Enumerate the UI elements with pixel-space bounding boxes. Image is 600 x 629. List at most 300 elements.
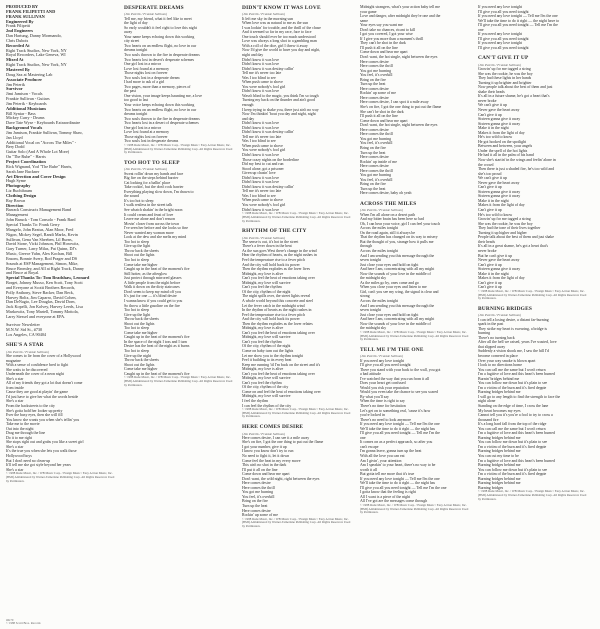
lyric-line: And I am sending you this message through the (360, 253, 435, 258)
song-title: BURNING BRIDGES (478, 305, 533, 312)
lyric-line: Throw back the sheets (124, 248, 159, 253)
lyric-line: Can't give it up (478, 285, 502, 290)
credit-line: Guitar Solo (And A Whole Lot More) (6, 150, 70, 155)
lyric-line: Shoot out the lights (124, 253, 155, 258)
lyric-line: When push came to shove (242, 198, 283, 203)
lyric-line: Now I'm thinkin' 'bout you day and night, night (242, 112, 316, 117)
lyric-line: Girl, can't you see my wing, the signal is clear and (360, 289, 439, 294)
lyric-line: Didn't know it was love (242, 89, 280, 94)
lyric-line: We'll take the time to do it right — the night has (360, 426, 436, 431)
lyric-line: Make it in the night (478, 126, 509, 131)
credit-line: Frank Filipetti (6, 24, 31, 29)
lyric-line: Come feel the heat in my every move (242, 458, 301, 463)
lyric-line: Midnight, my love is alive (242, 271, 284, 276)
lyric-line: Too hot to sleep (124, 308, 149, 313)
lyric-line: Too hot to sleep (124, 258, 149, 263)
lyric-line: You feel, it's overkill (242, 494, 275, 499)
lyric-line: Can't you feel the heat of emotions taking over (242, 330, 315, 335)
lyric-line: Didn't know it was destiny callin' (242, 184, 294, 189)
lyric-line: through (360, 244, 373, 249)
lyric-line: He's too wild to know (478, 135, 513, 140)
lyric-line: Come down and hear me apart (360, 50, 408, 55)
credit-line: Polly Anthony, Steve Backer, Dan Beck, (6, 290, 74, 295)
lyric-line: Here comes the thrill (360, 168, 393, 173)
lyric-line: the light of day (124, 21, 148, 26)
song-desperate-dreams (124, 5, 236, 155)
lyric-line: Let me show you to the rhythm tonight (242, 353, 303, 358)
lyric-line: Can't you feel the heat of emotions taking over (242, 276, 315, 281)
lyric-line: Here comes desire (360, 86, 389, 91)
lyric-line: Rockin' up inside of me (360, 159, 398, 164)
song-copyright: © 1988 Rude Music, Inc. / WB Music Corp. / Ensign Music / Easy Action Music, Inc. (BMI) Administered by Warner-Tamerlane Publishing Corp. All Rights Reserved. Used by Permission. (242, 407, 351, 419)
credit-heading: FRANK SULLIVAN (6, 14, 45, 19)
credit-heading: PRODUCED BY (6, 5, 39, 9)
lyric-line: I'll give you all you need tonight (478, 45, 529, 50)
lyric-line: Wasn't blind to the magic, you think I'm so tough (242, 93, 319, 98)
lyric-line: I had more to ask of a girl (124, 80, 165, 85)
lyric-line: Suddenly a vision shook me, I saw the hill I'd (478, 349, 549, 354)
lyric-line: They strike my heart is swearing, a bridge is (478, 326, 548, 331)
lyric-line: But the thought of you, strange how it pulls me (360, 239, 434, 244)
song-title: TOO HOT TO SLEEP (124, 160, 180, 167)
lyric-line: never broke (478, 98, 497, 103)
lyric-line: When you close your eyes and listen to me (360, 285, 427, 290)
lyric-line: Bring on the fire (360, 77, 386, 82)
lyric-line: If you need any love tonight — Tell me I'm the one (478, 14, 558, 19)
credit-line: Survivor Newsletter (6, 322, 40, 327)
lyric-line: Stood alone, got a prisoner (242, 166, 284, 171)
lyric-line: Tell me it's never too late (242, 189, 282, 194)
lyric-line: from inside (6, 385, 24, 390)
lyric-line: Ever the busy eyes, then she will fill (6, 413, 63, 418)
lyric-line: When the time is right to say (360, 399, 405, 404)
lyric-line: A little people from the night before (124, 280, 181, 285)
lyric-line: Sixteen gonna give it away (478, 194, 521, 199)
lyric-line: Given up chasin' love (242, 171, 276, 176)
lyric-line: Now the sounds of your love in the middle of (360, 271, 431, 276)
lyric-line: And it seemed so far in my race, face to face (242, 30, 312, 35)
lyric-line: Take me to the movie (6, 422, 40, 427)
lyric-line: Standing on the edge of time, I cross the lane (478, 403, 549, 408)
lyric-line: Makes it from the light of day (478, 130, 525, 135)
song-title: HERE COMES DESIRE (242, 424, 304, 431)
lyric-line: Bring on the fire (242, 499, 268, 504)
song-writers: (Jim Peterik / Frankie Sullivan) (124, 167, 168, 172)
lyric-line: she's too proud (478, 171, 502, 176)
lyric-line: Across the miles tonight (360, 226, 398, 231)
credit-line: and Bruce at Royal. (6, 271, 40, 276)
lyric-line: Can't give it up (478, 112, 502, 117)
lyric-line: Between and between, your angels (478, 144, 533, 149)
lyric-line: Of the city, rhythm of the night (242, 344, 291, 349)
lyric-line: that slipped away (478, 344, 506, 349)
credit-line: Jim Jamison, Frankie Sullivan, Tommy Shaw, (6, 130, 83, 135)
lyric-line: One touch should ever be too much understood (242, 34, 316, 39)
lyric-line: Throw back the sheets (124, 358, 159, 363)
lyric-line: Feel the temperature rise to a fever pitch (242, 312, 305, 317)
lyric-line: With a sense of confidence bred to fight (6, 363, 69, 368)
lyric-line: Your voice keeps echoing down this working (124, 103, 195, 107)
lyric-line: And my bitter brain has been here so bad (360, 217, 424, 222)
lyric-line: Bring on the fire (360, 145, 386, 150)
credit-line: Jim Peterik (6, 82, 25, 87)
lyric-line: you're locked in (360, 413, 385, 418)
lyric-line: Didn't know it was love (242, 153, 280, 158)
lyric-line: You feel, it's overkill (360, 73, 393, 78)
lyric-line: She's gotta hold her looker up pretty (6, 408, 63, 413)
song-title: RHYTHM OF THE CITY (242, 228, 307, 235)
lyric-line: Now she's startin' in the wings and feelin' alone in (478, 158, 556, 163)
song-copyright: © 1988 Rude Music, Inc. / WB Music Corp. / Ensign Music / Easy Action Music, Inc. (BMI) Administered by Warner-Tamerlane Publishing Corp. All Rights Reserved. Used by Permission. (360, 329, 469, 342)
lyric-line: They had these lights in her hands (478, 76, 532, 81)
lyric-line: Make it in the night (478, 198, 509, 203)
lyric-line: Then there is just a shaded fire, he's too wild and (478, 167, 555, 172)
lyric-line: Everything playing slow down, I'm drawn to (124, 189, 194, 194)
lyric-line: Can't give it up (478, 280, 502, 285)
lyric-line: worth it all (360, 467, 378, 472)
credit-line: Markowitz, Tony Martell, Tommy Mottola, (6, 310, 79, 315)
lyric-line: It's all in a great shame, he's got a heart that's (478, 244, 549, 249)
lyric-line: By what you'll say (360, 394, 389, 399)
lyric-line: Make it in the night (478, 271, 509, 276)
credit-line: Ray Brown (6, 198, 26, 203)
lyric-line: If you need any love tonight (360, 358, 404, 363)
lyric-line: the midnight sky (360, 326, 387, 331)
lyric-line: Still hotter, as the afterglow (124, 271, 168, 276)
lyric-line: Here comes desire (360, 155, 389, 160)
lyric-line: Now the sounds of your love in the middle of (360, 321, 431, 326)
lyric-line: I keep trying to shake you, there just ain't no way (242, 107, 319, 112)
song-copyright: © 1988 Rude Music, Inc. / WB Music Corp. / Ensign Music / Easy Action Music, Inc. (BMI) Administered by Warner-Tamerlane Publishing Corp. All Rights Reserved. Used by Permission. (242, 211, 351, 223)
lyric-line: But gotta tell me more that it's true (360, 472, 415, 477)
lyric-line: From the backstreets to the city (6, 404, 55, 408)
lyric-line: When push came to shove (242, 143, 283, 148)
lyric-line: But he can't give it up (478, 253, 513, 258)
lyric-line: I feel the rhythm (242, 398, 269, 403)
lyric-line: never broke (478, 248, 497, 253)
lyric-line: night and day (242, 52, 264, 57)
lyric-line: Leave me alone and don't reason (124, 217, 175, 222)
lyric-line: Too hot to sleep (124, 326, 149, 331)
song-title: CAN'T GIVE IT UP (478, 55, 529, 62)
lyric-line: She comes to lie from the cover of a Hollywood (6, 353, 81, 358)
song-title: DESPERATE DREAMS (124, 5, 184, 11)
lyric-line: Two souls lost in a desperate dream (124, 75, 180, 80)
lyric-line: Can't you feel the rhythm (242, 285, 282, 290)
lyric-line: Here comes desire, I can see it a mile away (242, 435, 310, 440)
credit-heading: Background Vocals (6, 126, 43, 131)
credit-line: Ensom, Bonnie Avery, Rod Prager and DS (6, 256, 78, 261)
lyric-line: Burning bridges behind me (478, 481, 521, 486)
lyric-line: Let's get on to something real, 'cause it's how (360, 408, 431, 413)
lyric-line: You can follow me down but it's plain to see (478, 381, 548, 386)
lyric-line: It's the true you when she lets you walk those (6, 449, 77, 454)
lyric-line: People talk about the best of them and just shake (478, 235, 554, 240)
credit-heading: 2nd Engineers (6, 29, 33, 34)
credit-line: Chris Dubois (6, 38, 29, 43)
lyric-line: dreams tonight (124, 48, 148, 53)
lyric-line: Caught up in the heat of the moment's fire (124, 267, 190, 272)
lyric-line: Don't want, the wild night, right between the eyes (242, 476, 320, 481)
lyric-line: Can't you feel the rhythm (242, 339, 282, 344)
lyric-line: strong (360, 294, 370, 299)
lyric-line: Those nights lost on forever (124, 71, 168, 76)
lyric-line: One girl lost in a mirror (124, 62, 162, 67)
lyric-line: Midnight, my love will survive (242, 335, 291, 340)
lyric-line: You were nobody's fool girl (242, 148, 286, 153)
lyric-line: She was the rookie, he was the boy (478, 221, 533, 226)
lyric-line: and day (242, 116, 255, 121)
credit-heading: Special Thanks To: Tom Bradshaw, Leonard (6, 276, 90, 281)
lyric-line: the crowd (478, 162, 494, 167)
credit-line: M.N.W. Sid St., #730 (6, 327, 43, 332)
credit-line: Sarah Jane Buckner (6, 169, 40, 174)
lyric-line: their heads (478, 239, 495, 244)
lyric-line: Throw back the sheets (124, 317, 159, 322)
credit-line: and Everyone at Scotti Brothers Records, (6, 285, 76, 290)
lyric-line: I'll push it all on the line (360, 114, 398, 119)
lyric-line: Across the miles tonight (360, 298, 398, 303)
lyric-line: Midnight, my love will survive (242, 394, 291, 399)
lyric-line: We can't give it up (478, 176, 507, 181)
lyric-line: If you need any love tonight (478, 5, 522, 9)
song-title: DIDN'T KNOW IT WAS LOVE (242, 5, 321, 11)
lyric-line: When push came to shove (242, 80, 283, 85)
lyric-line: Over your way smoke is blown apart (478, 358, 536, 363)
lyric-line: You can call me the same but I won't return (478, 426, 546, 431)
song-continuation (478, 5, 590, 50)
credit-heading: Engineered By (6, 19, 34, 24)
lyric-line: Two hearts lost in desert's desperate schemes (124, 57, 195, 62)
credit-line: Doug Sax at Mastering Lab (6, 72, 53, 77)
lyric-line: Caught up in the heat of the moment's fire (124, 335, 190, 340)
lyric-line: Tell me, my friend, what it feel like to meet (124, 16, 192, 21)
song-writers: (Jim Peterik / Frankie Sullivan) (242, 431, 286, 436)
lyric-line: I'll put it all on the line (242, 467, 278, 472)
lyric-line: Never gave the heart away (478, 108, 520, 112)
lyric-line: Didn't know it was love (242, 207, 280, 212)
lyric-line: Come down and hear me apart (242, 472, 290, 477)
lyric-line: Tell me it's never too late (242, 71, 282, 76)
lyric-line: Here comes desire (360, 127, 389, 132)
lyric-line: seven tonight (360, 258, 381, 263)
lyric-line: Look at the dew and she melts my mind (124, 235, 187, 240)
lyric-line: Here comes desire (360, 95, 389, 100)
lyric-line: thousand fire (478, 417, 499, 422)
lyric-line: She's a star (6, 399, 24, 404)
credit-heading: Additional Musicians (6, 106, 47, 111)
lyric-line: Here comes desire (242, 508, 271, 513)
lyric-line: the sound (124, 194, 140, 199)
lyric-line: Can't you feel the heat of emotions taking over (242, 371, 315, 376)
lyric-line: Come take me higher (124, 330, 158, 335)
lyric-line: Makes it from the light of day (478, 276, 525, 281)
credit-line: Bery Dodd (6, 145, 25, 150)
lyric-line: She's on fire, I got the one thing to put out the flame (360, 105, 442, 110)
credit-heading: Clothing Design (6, 193, 37, 198)
lyric-line: It could cream and feast of love (124, 212, 174, 217)
lyric-line: can't escape (360, 444, 379, 449)
song-across-the-miles (360, 201, 472, 342)
lyric-line: Midnight, my love will survive (242, 280, 291, 285)
lyric-line: Am I speakin' to your heart, there's no way to be (360, 463, 436, 468)
lyric-line: She stops right out and grabs you like a sweet girl (6, 440, 84, 445)
song-tell-me-i-m-the-one (360, 347, 472, 515)
lyric-line: He got hooked on the spotlight (478, 139, 527, 144)
credit-line: John Baruck - Tom Consolo - Frank Bard (6, 218, 76, 223)
lyric-line: shake their heads (478, 89, 505, 94)
lyric-line: Didn't know it was love (242, 121, 280, 126)
column-4 (360, 5, 472, 623)
lyric-line: Of the city, rhythm of the night (242, 289, 291, 294)
lyric-line: Turning it up brighter and brighter (478, 80, 532, 85)
lyric-line: Just close your eyes and hold on tight (360, 312, 419, 317)
lyric-line: Turn up the heat (360, 186, 386, 191)
song-writers: (Jim Peterik / Frankie Sullivan) (478, 62, 522, 67)
lyric-line: No need to fight it, let it down (242, 453, 290, 458)
song-title: ACROSS THE MILES (360, 200, 417, 207)
lyric-line: This ain't no shot in the dark (242, 463, 287, 468)
lyric-line: In the space of the night I toss and I turn (124, 339, 187, 344)
credit-line: Rick Wignand, Yod "The Rube" Harris, (6, 164, 73, 169)
credit-line: Liz Buchibaum (6, 189, 32, 194)
column-3 (242, 5, 354, 623)
credit-heading: FRANK FILIPETTI AND (6, 9, 56, 14)
lyric-line: Two souls thrown to the fire in desperate dreams (124, 116, 200, 121)
lyric-line: Feel the temperature rise to a fever pitch (242, 258, 305, 263)
lyric-line: It'll tell me she got style beyond her years (6, 463, 71, 468)
lyric-line: Can't you feel the rhythm (242, 380, 282, 385)
lyric-line: Come down and hear me apart (360, 118, 408, 123)
lyric-line: Come on and feel the heat of emotions taking over (242, 389, 321, 394)
credit-line: Dave Tate Wyse - Keyboards Extraordinaire (6, 121, 81, 126)
lyric-line: Desire has the heat of the night as it burns (124, 344, 190, 349)
lyric-line: Did my best to cut and run (242, 162, 284, 167)
lyric-line: There's no need to look anymore (360, 417, 411, 422)
lyric-line: Caught up in the heat of the moment's fire (124, 371, 190, 376)
lyric-line: You know she wants you when she's tellin' you (6, 417, 80, 422)
lyric-line: With all the love you can eat (360, 454, 405, 458)
credit-heading: Photography (6, 184, 31, 189)
lyric-line: Burning bridges behind me (478, 449, 521, 454)
credit-line: On "The Rube" - Harris (6, 155, 46, 160)
lyric-line: Walk it down on the dirty staircases (124, 285, 180, 290)
credit-line: Right Track Studios, New York, NY (6, 48, 67, 53)
lyric-line: spark in the past (478, 322, 504, 327)
lyric-line: The night spills over, the street lights reveal (242, 294, 311, 299)
footer-line: © 1988 Scotti Bros. Records (6, 621, 41, 626)
lyric-line: The sense is out, it's hot in the street (242, 239, 299, 244)
credit-line: Dan DeNagio, Lee Douglas, David Dorn, (6, 300, 76, 305)
lyric-line: She's a star (6, 467, 24, 472)
lyric-line: And the city will hold back its power (242, 317, 300, 322)
lyric-line: your game (360, 9, 377, 14)
lyric-line: You got me burning (360, 136, 392, 141)
lyric-line: They can't be shot in the dark (360, 41, 406, 46)
lyric-line: Was I too blind to see (242, 193, 276, 198)
lyric-line: She was the rookie, he was the boy (478, 71, 533, 76)
lyric-line: burning (478, 331, 491, 336)
lyric-line: Those crazy nights on the borderline (242, 157, 299, 162)
lyric-line: Do it to me right (6, 435, 32, 440)
lyric-line: Turn up the heat (360, 82, 386, 87)
lyric-line: Give up the night (124, 353, 152, 358)
lyric-line: Oh, I can hear your voice, girl I can feel your touch (360, 221, 441, 226)
lyric-line: You got me burning (360, 173, 392, 178)
lyric-line: Cannot tell you it's you're a fool to try to cross a (478, 413, 553, 418)
lyric-line: Would you risk your reputation (360, 385, 409, 390)
lyric-line: Hollywood boys (6, 454, 32, 459)
lyric-line: Movin' closer from across the town (124, 221, 180, 226)
lyric-line: In the rhythm of hearts as the night rushes in (242, 308, 312, 313)
lyric-line: When I'm all alone on a desert path (360, 212, 416, 217)
song-copyright: © 1988 Rude Music, Inc. / WB Music Corp. / Ensign Music / Easy Action Music, Inc. (BMI) Administered by Warner-Tamerlane Publishing Corp. All Rights Reserved. Used by Permission. (6, 471, 115, 483)
lyric-line: I'm gonna leave, gonna turn up the heat (360, 449, 422, 454)
lyric-line: Here comes the thrill (360, 132, 393, 137)
lyric-line: Tell me it's never too late (242, 134, 282, 139)
lyric-line: Burning bridges behind me (478, 390, 521, 395)
lyric-line: Does your heart get confused (360, 381, 406, 386)
lyric-line: I can feel the rhythm of the city (242, 403, 292, 408)
lyric-line: And the city will hold back its power (242, 262, 300, 267)
lyric-line: Here comes desire (242, 481, 271, 486)
lyric-line: Your name keeps echoing down this working (124, 34, 195, 39)
lyric-line: You can follow me down but it's plain to see (478, 467, 548, 472)
lyric-line: I've seen her before and she looks so fine (124, 226, 189, 231)
lyric-line: You feel, it's overkill (360, 141, 393, 146)
lyric-line: magazine (6, 358, 21, 363)
lyric-line: Didn't know it was love (242, 125, 280, 130)
song-she-s-a-star (6, 342, 118, 483)
credit-heading: Survivor (6, 87, 23, 92)
lyric-line: Just close your eyes and hold on tight (360, 262, 419, 267)
lyric-line: Of the city, rhythm of the city (242, 385, 289, 390)
lyric-line: Here comes desire, I can spot it a mile away (360, 100, 429, 105)
lyric-line: Never wanted any woman more (124, 230, 174, 235)
lyric-line: Makes it from the light of day (478, 203, 525, 208)
lyric-line: And here I am, concentrating with all my might (360, 317, 435, 322)
lyric-line: Don't take no chances, ricant to kill (360, 27, 416, 32)
lyric-line: Burnin' bridges behind me (478, 376, 520, 381)
lyric-line: I can tell a losing desire, a distant far-burning (478, 317, 549, 322)
credit-line: Hugh Syme (6, 179, 26, 184)
lyric-line: Didn't know it was love (242, 57, 280, 62)
lyric-line: Two hearts on an endless flight, no love in our (124, 43, 197, 48)
lyric-line: My heart becomes my eyes (478, 408, 521, 413)
lyric-line: If I give you more than a moment's thrill (360, 36, 424, 41)
lyric-line: enough (242, 103, 254, 107)
lyric-line: I'm a victim of the burn and it's fired deppie (478, 472, 547, 477)
lyric-line: I'll give you all you need tonight — Tell me I'm the (478, 23, 558, 28)
lyric-line: Take rockin', but the don't rock barrier (124, 185, 184, 190)
lyric-line: She's on fire, I got the one thing to put out the flame (242, 440, 324, 445)
credit-line: Dan Hartung, Danny Mormando, (6, 34, 62, 39)
song-didn-t-know-it-was-love (242, 5, 354, 223)
credit-line: Management (6, 213, 28, 218)
lyric-line: I got your number, give it up (242, 444, 287, 449)
lyric-line: become cornered in place (478, 353, 518, 358)
lyric-line: Midnight, my love is alive (242, 326, 284, 331)
lyric-line: one (360, 435, 366, 440)
lyric-line: There's a fever down in the beat (242, 244, 292, 249)
lyric-line: Underneath the cover of a neon night (6, 372, 64, 377)
lyric-line: Burning bridges behind me (478, 463, 521, 468)
lyric-line: Love was always a long shot to a gambling man (242, 39, 317, 44)
lyric-line: You can follow me down but it's plain to see (478, 440, 548, 445)
lyric-line: One vision, your image keeps haunting me, a love (124, 93, 203, 98)
lyric-line: Rockin' up some of me (360, 91, 396, 96)
credit-line: Jack Kopelli, Jon Kolvey, Harvey Leeds, Lisa (6, 305, 83, 310)
